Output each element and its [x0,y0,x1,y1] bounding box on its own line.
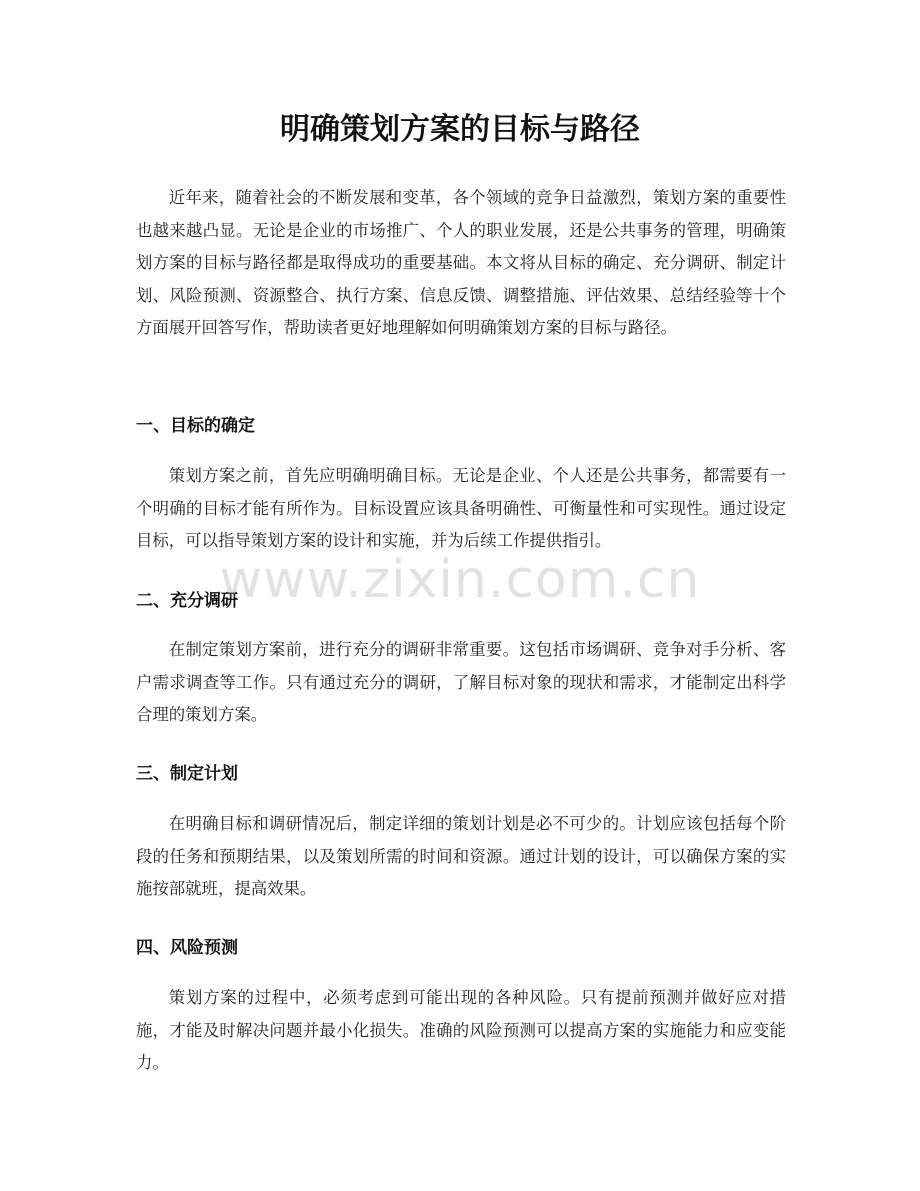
section-body-4: 策划方案的过程中，必须考虑到可能出现的各种风险。只有提前预测并做好应对措施，才能及时解决问题并最小化损失。准确的风险预测可以提高方案的实施能力和应变能力。 [136,988,786,1072]
section-body-2: 在制定策划方案前，进行充分的调研非常重要。这包括市场调研、竞争对手分析、客户需求调查等工作。只有通过充分的调研，了解目标对象的现状和需求，才能制定出科学合理的策划方案。 [136,640,786,724]
section-heading-1: 一、目标的确定 [136,416,255,436]
section-heading-4: 四、风险预测 [136,938,238,958]
section-body-3: 在明确目标和调研情况后，制定详细的策划计划是必不可少的。计划应该包括每个阶段的任务和预期结果，以及策划所需的时间和资源。通过计划的设计，可以确保方案的实施按部就班，提高效果。 [136,814,786,898]
section-heading-3: 三、制定计划 [136,764,238,784]
document-title: 明确策划方案的目标与路径 [280,112,640,147]
section-body-1: 策划方案之前，首先应明确明确目标。无论是企业、个人还是公共事务，都需要有一个明确的目标才能有所作为。目标设置应该具备明确性、可衡量性和可实现性。通过设定目标，可以指导策划方案的设计和实施，并为后续工作提供指引。 [136,466,786,550]
intro-paragraph: 近年来，随着社会的不断发展和变革，各个领域的竞争日益激烈，策划方案的重要性也越来越凸显。无论是企业的市场推广、个人的职业发展，还是公共事务的管理，明确策划方案的目标与路径都是取得成功的重要基础。本文将从目标的确定、充分调研、制定计划、风险预测、资源整合、执行方案、信息反馈、调整措施、评估效果、总结经验等十个方面展开回答写作，帮助读者更好地理解如何明确策划方案的目标与路径。 [136,188,786,337]
section-heading-2: 二、充分调研 [136,591,238,611]
watermark: www.zixin.com.cn [219,550,701,610]
